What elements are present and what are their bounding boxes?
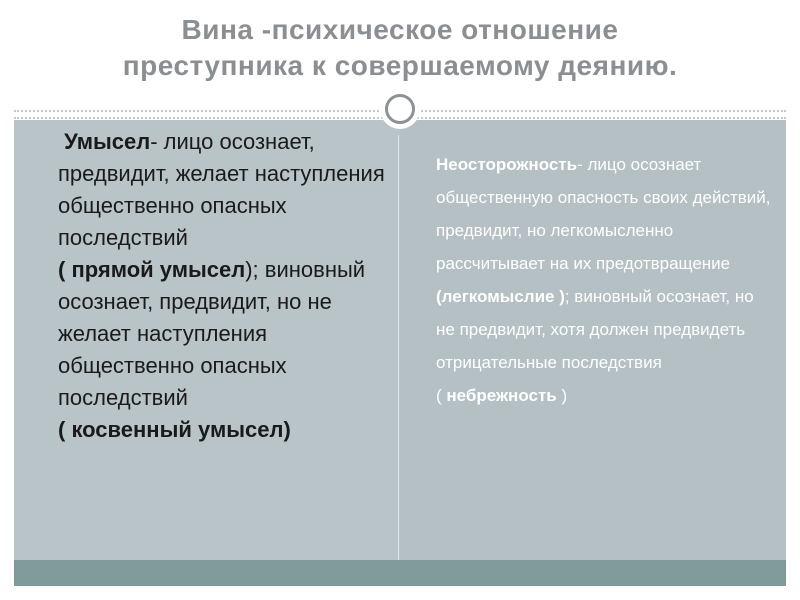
- negligence-def-part1: - лицо осознает общественную опасность своих действий, предвидит, но легкомысленно рассчитывает на их предотвращение: [436, 155, 771, 273]
- carelessness-open: (: [436, 386, 447, 405]
- intent-term: Умысел: [64, 129, 151, 154]
- indirect-intent-label: ( косвенный умысел): [58, 417, 291, 442]
- negligence-term: Неосторожность: [436, 155, 578, 174]
- carelessness-close: ): [556, 386, 568, 405]
- title-line-2: преступника к совершаемому деянию.: [122, 50, 678, 81]
- negligence-def-part2: ; виновный осознает, но не предвидит, хотя должен предвидеть отрицательные последствия: [436, 287, 754, 372]
- direct-intent-label: ( прямой умысел: [58, 257, 246, 282]
- negligence-definition: [436, 148, 771, 412]
- circle-ornament-icon: [385, 94, 415, 124]
- title-line-1: Вина -психическое отношение: [181, 14, 619, 45]
- frivolity-label: (легкомыслие ): [436, 287, 565, 306]
- intent-paragraph: [58, 126, 388, 446]
- column-divider: [398, 135, 399, 560]
- intent-definition: [58, 126, 388, 446]
- intent-def-part1: - лицо осознает, предвидит, желает наступления общественно опасных последствий: [58, 129, 385, 250]
- carelessness-label: небрежность: [446, 386, 557, 405]
- footer-bar: [14, 560, 786, 586]
- intent-def-part2: ); виновный осознает, предвидит, но не желает наступления общественно опасных последствий: [58, 257, 366, 410]
